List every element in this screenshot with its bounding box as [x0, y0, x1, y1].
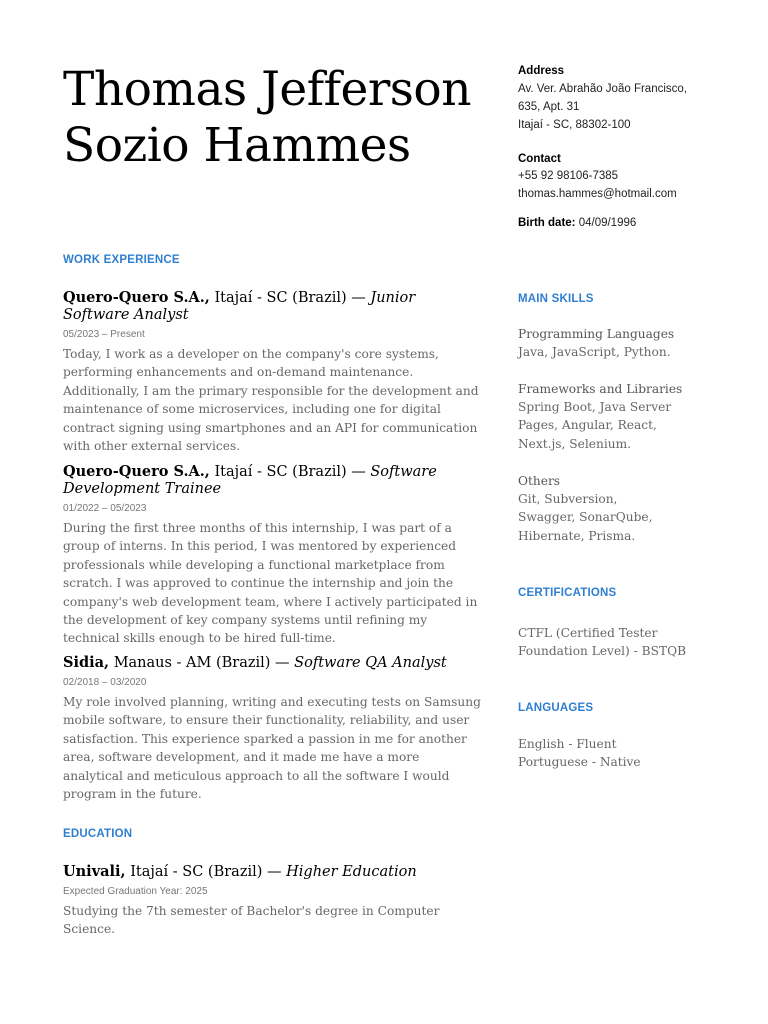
- email-address: thomas.hammes@hotmail.com: [518, 188, 677, 200]
- job-location: Manaus - AM (Brazil) —: [113, 655, 290, 671]
- education-entry: [63, 863, 483, 939]
- job-entry: [63, 654, 483, 803]
- languages-list: [518, 735, 718, 772]
- job-company: Quero-Quero S.A.,: [63, 463, 210, 480]
- certification-item: CTFL (Certified Tester Foundation Level) - BSTQB: [518, 626, 687, 659]
- job-company: Quero-Quero S.A.,: [63, 289, 210, 306]
- birth-date-label: Birth date:: [518, 217, 576, 229]
- skill-group: [518, 380, 698, 453]
- skill-group-title: Programming Languages: [518, 327, 675, 341]
- job-location: Itajaí - SC (Brazil) —: [214, 464, 366, 480]
- language-item: English - Fluent: [518, 737, 617, 751]
- address-block: [518, 64, 718, 134]
- languages-heading: LANGUAGES: [518, 702, 594, 714]
- address-line: 635, Apt. 31: [518, 101, 580, 113]
- candidate-name: [63, 62, 503, 174]
- language-item: Portuguese - Native: [518, 755, 641, 770]
- job-location: Itajaí - SC (Brazil) —: [214, 290, 366, 306]
- education-school: Univali,: [63, 863, 126, 880]
- job-date: 01/2022 – 05/2023: [63, 503, 147, 514]
- job-header: [63, 654, 483, 672]
- name-line-2: Sozio Hammes: [63, 118, 411, 173]
- birth-date: [518, 217, 718, 229]
- education-heading: EDUCATION: [63, 828, 133, 840]
- phone-number: +55 92 98106-7385: [518, 170, 619, 182]
- education-location: Itajaí - SC (Brazil) —: [130, 864, 282, 880]
- address-line: Av. Ver. Abrahão João Francisco,: [518, 83, 687, 95]
- job-role: Software QA Analyst: [294, 655, 447, 671]
- skill-group-items: Spring Boot, Java Server Pages, Angular, React, Next.js, Selenium.: [518, 400, 672, 451]
- skill-group-items: Git, Subversion, Swagger, SonarQube, Hibernate, Prisma.: [518, 492, 653, 543]
- birth-date-value: 04/09/1996: [578, 217, 637, 229]
- job-entry: [63, 289, 483, 455]
- work-experience-heading: WORK EXPERIENCE: [63, 254, 180, 266]
- job-description: Today, I work as a developer on the company's core systems, performing enhancements and on-demand maintenance. Additionally, I am the primary responsible for the development and maintenance of some microservices, including one for digital contract signing using smartphones and an API for communication with other external services.: [63, 347, 479, 454]
- skill-group-title: Frameworks and Libraries: [518, 382, 683, 396]
- name-line-1: Thomas Jefferson: [63, 62, 471, 117]
- certifications-heading: CERTIFICATIONS: [518, 587, 617, 599]
- education-description: Studying the 7th semester of Bachelor's degree in Computer Science.: [63, 904, 440, 937]
- job-role: Software Development Trainee: [63, 464, 437, 497]
- job-date: 02/2018 – 03/2020: [63, 677, 147, 688]
- contact-label: Contact: [518, 153, 561, 165]
- job-description: During the first three months of this internship, I was part of a group of interns. In this period, I was mentored by experienced professionals while developing a functional marketplace from scratch. I was approved to continue the internship and join the company's web development team, where I actively participated in the development of key company systems until refining my technical skills enough to be hired full-time.: [63, 521, 478, 646]
- job-role: Junior Software Analyst: [63, 290, 416, 323]
- education-header: [63, 863, 483, 881]
- job-description: My role involved planning, writing and executing tests on Samsung mobile software, to ensure their functionality, reliability, and user satisfaction. This experience sparked a passion in me for another area, software development, and it made me have a more analytical and meticulous approach to all the software I would program in the future.: [63, 695, 481, 802]
- job-entry: [63, 463, 483, 648]
- main-skills-heading: MAIN SKILLS: [518, 293, 594, 305]
- address-line: Itajaí - SC, 88302-100: [518, 119, 631, 131]
- skill-group-items: Java, JavaScript, Python.: [518, 345, 671, 359]
- job-company: Sidia,: [63, 654, 110, 671]
- address-label: Address: [518, 65, 565, 77]
- education-date: Expected Graduation Year: 2025: [63, 886, 208, 897]
- education-degree: Higher Education: [286, 864, 417, 880]
- skill-group: [518, 472, 678, 545]
- job-header: [63, 463, 483, 498]
- skill-group-title: Others: [518, 474, 561, 488]
- contact-block: [518, 152, 718, 203]
- skill-group: [518, 325, 698, 361]
- job-date: 05/2023 – Present: [63, 329, 145, 340]
- job-header: [63, 289, 483, 324]
